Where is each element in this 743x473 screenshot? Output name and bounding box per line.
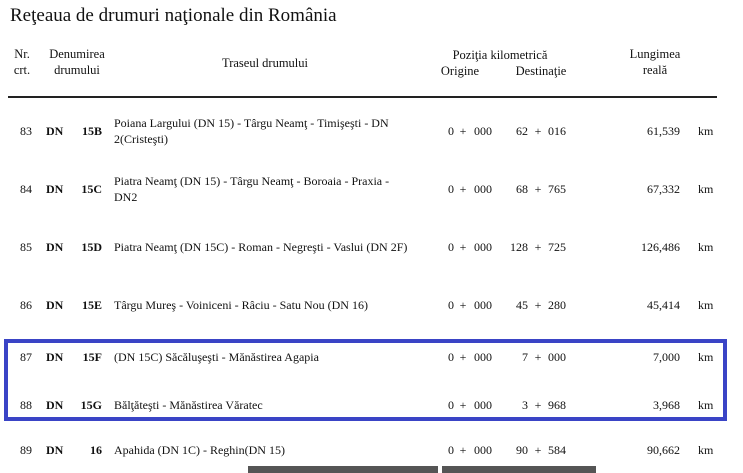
road-length: 7,000 [653,349,680,364]
road-class: DN [46,297,64,312]
row-number: 89 [20,442,32,457]
road-class: DN [46,181,64,196]
destination-m: 765 [548,181,566,196]
road-code: 15E [81,297,102,312]
origin-m: 000 [474,239,492,254]
row-number: 86 [20,297,32,312]
destination-km: 45 [516,297,528,312]
header-nr-line2: crt. [13,63,31,77]
road-code: 15B [81,123,102,138]
origin-km: 0 [448,397,454,412]
origin-km: 0 [448,123,454,138]
origin-km: 0 [448,442,454,457]
plus-sign: + [459,181,467,196]
plus-sign: + [534,123,542,138]
header-name [42,46,112,78]
plus-sign: + [534,442,542,457]
plus-sign: + [534,181,542,196]
road-route: Târgu Mureş - Voiniceni - Râciu - Satu Nou (DN 16) [114,298,368,312]
length-unit: km [698,349,714,364]
selection-highlight-box [4,339,727,421]
road-length: 3,968 [653,397,680,412]
origin-m: 000 [474,123,492,138]
road-code: 15G [80,397,102,412]
road-code: 16 [90,442,102,457]
plus-sign: + [459,123,467,138]
header-length-line2: reală [642,63,668,77]
road-code: 15C [81,181,102,196]
road-route: Poiana Largului (DN 15) - Târgu Neamţ - Timişeşti - DN 2(Cristeşti) [114,116,389,146]
page-title: Reţeaua de drumuri naţionale din România [10,5,337,26]
road-length: 67,332 [647,181,680,196]
plus-sign: + [459,239,467,254]
road-route: (DN 15C) Săcăluşeşti - Mănăstirea Agapia [114,350,319,364]
road-code: 15D [81,239,102,254]
origin-m: 000 [474,349,492,364]
table-row [0,169,743,209]
row-number: 83 [20,123,32,138]
header-nr-line1: Nr. [14,47,30,61]
length-unit: km [698,397,714,412]
header-divider [8,96,717,98]
destination-m: 968 [548,397,566,412]
header-length-line1: Lungimea [629,47,681,61]
row-number: 88 [20,397,32,412]
road-length: 90,662 [647,442,680,457]
destination-m: 280 [548,297,566,312]
length-unit: km [698,181,714,196]
plus-sign: + [459,349,467,364]
length-unit: km [698,442,714,457]
row-number: 84 [20,181,32,196]
row-number: 85 [20,239,32,254]
row-number: 87 [20,349,32,364]
plus-sign: + [459,442,467,457]
destination-km: 90 [516,442,528,457]
plus-sign: + [534,239,542,254]
header-position: Poziţia kilometrică [452,48,548,62]
table-row [0,285,743,325]
plus-sign: + [534,349,542,364]
origin-m: 000 [474,297,492,312]
origin-m: 000 [474,442,492,457]
header-length [620,46,690,78]
table-row [0,227,743,267]
origin-km: 0 [448,349,454,364]
header-origin: Origine [440,64,480,78]
road-length: 45,414 [647,297,680,312]
road-route: Piatra Neamţ (DN 15) - Târgu Neamţ - Boroaia - Praxia - DN2 [114,174,390,204]
origin-km: 0 [448,181,454,196]
header-destination: Destinaţie [515,64,567,78]
road-class: DN [46,123,64,138]
header-name-line1: Denumirea [49,47,105,61]
origin-m: 000 [474,397,492,412]
table-row [0,430,743,470]
road-route: Apahida (DN 1C) - Reghin(DN 15) [114,443,285,457]
road-length: 126,486 [641,239,680,254]
road-class: DN [46,239,64,254]
destination-km: 62 [516,123,528,138]
table-row [0,111,743,151]
destination-m: 584 [548,442,566,457]
road-route: Bălţăteşti - Mănăstirea Văratec [114,398,263,412]
origin-km: 0 [448,239,454,254]
destination-m: 000 [548,349,566,364]
road-class: DN [46,442,64,457]
length-unit: km [698,123,714,138]
road-route: Piatra Neamţ (DN 15C) - Roman - Negreşti - Vaslui (DN 2F) [114,240,408,254]
destination-km: 3 [522,397,528,412]
destination-km: 7 [522,349,528,364]
origin-km: 0 [448,297,454,312]
header-route: Traseul drumului [222,56,308,70]
bottom-toolbar-segment[interactable] [442,466,596,473]
destination-km: 128 [510,239,528,254]
road-class: DN [46,349,64,364]
destination-m: 016 [548,123,566,138]
header-nr [8,46,36,78]
bottom-toolbar-segment[interactable] [248,466,438,473]
destination-m: 725 [548,239,566,254]
road-code: 15F [82,349,102,364]
plus-sign: + [534,297,542,312]
plus-sign: + [459,297,467,312]
destination-km: 68 [516,181,528,196]
road-class: DN [46,397,64,412]
origin-m: 000 [474,181,492,196]
road-length: 61,539 [647,123,680,138]
length-unit: km [698,297,714,312]
plus-sign: + [459,397,467,412]
plus-sign: + [534,397,542,412]
header-name-line2: drumului [54,63,100,77]
length-unit: km [698,239,714,254]
